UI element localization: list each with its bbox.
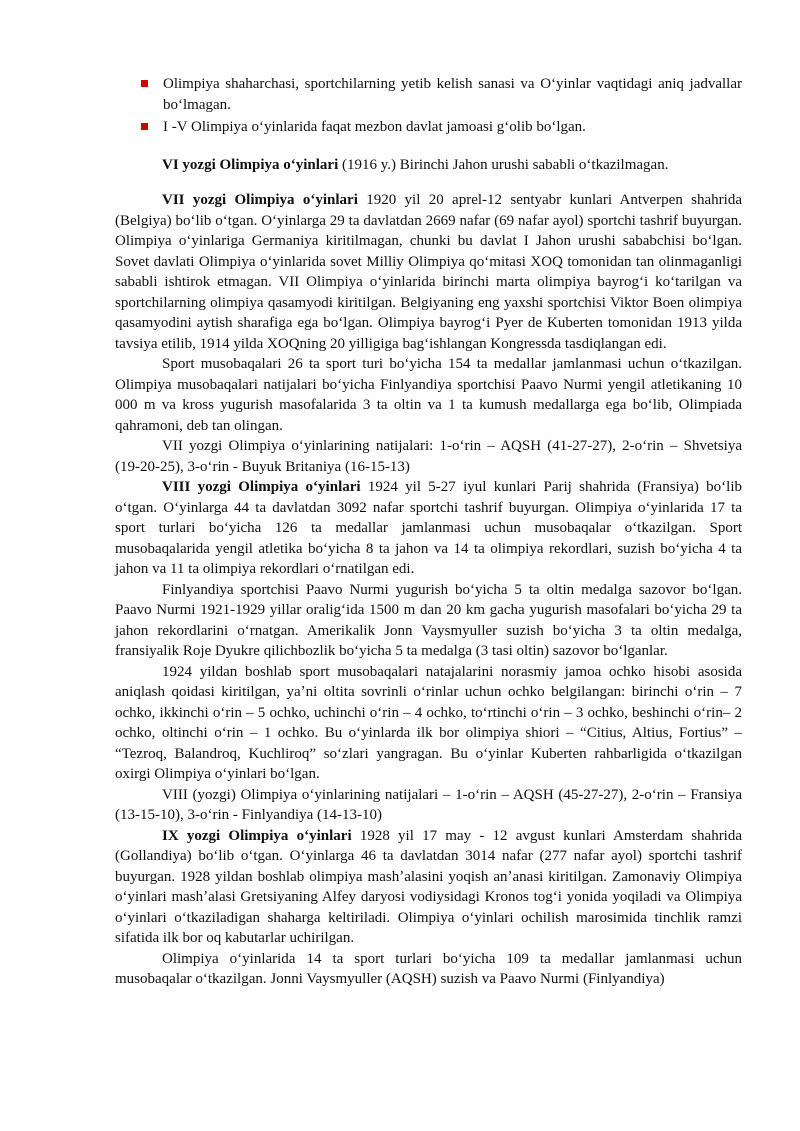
bullet-text: I -V Olimpiya oʻyinlarida faqat mezbon davlat jamoasi gʻolib boʻlgan. [163,119,586,135]
bullet-list [115,74,742,138]
paragraph-points-system [115,662,742,785]
paragraph-heading: VII yozgi Olimpiya oʻyinlari [162,192,358,208]
bullet-item [115,117,742,138]
paragraph-text: 1928 yil 17 may - 12 avgust kunlari Amsterdam shahrida (Gollandiya) boʻlib oʻtgan. Oʻyinlarga 46 ta davlatdan 3014 nafar (277 nafar ayol) sportchi tashrif buyurgan. 1928 yildan boshlab olimpiya mashʼalasini yoqish anʼanasi kiritilgan. Zamonaviy Olimpiya oʻyinlari mashʼalasi Gretsiyaning Alfey daryosi vodiysidagi Kronos togʻi yonida yoqiladi va Olimpiya oʻyinlari oʻtkaziladigan shaharga keltiriladi. Olimpiya oʻyinlari ochilish marosimida tinchlik ramzi sifatida ilk bor oq kabutarlar uchirilgan. [115,827,743,946]
paragraph-text: Finlyandiya sportchisi Paavo Nurmi yugurish boʻyicha 5 ta oltin medalga sazovor boʻlgan. Paavo Nurmi 1921-1929 yillar oraligʻida 1500 m dan 20 km gacha yugurish masofalari boʻyicha 29 ta jahon rekordlarini oʻrnatgan. Amerikalik Jonn Vaysmyuller suzish boʻyicha 3 ta oltin medalga, fransiyalik Roje Dyukre qilichbozlik boʻyicha 5 ta medalga (3 tasi oltin) sazovor boʻlganlar. [115,581,742,659]
bullet-text: Olimpiya shaharchasi, sportchilarning yetib kelish sanasi va Oʻyinlar vaqtidagi aniq jadvallar boʻlmagan. [163,76,742,113]
bullet-item [115,74,742,115]
paragraph-heading: IX yozgi Olimpiya oʻyinlari [162,827,352,844]
paragraph-viii-games [115,477,742,580]
paragraph-ix-games [115,826,742,949]
paragraph-heading: VIII yozgi Olimpiya oʻyinlari [162,479,361,495]
document-page [115,74,742,990]
paragraph-text: VIII (yozgi) Olimpiya oʻyinlarining natijalari – 1-oʻrin – AQSH (45-27-27), 2-oʻrin – Fransiya (13-15-10), 3-oʻrin - Finlyandiya (14-13-10) [115,786,742,823]
paragraph-vii-games [115,190,742,354]
paragraph-nurmi [115,580,742,662]
paragraph-text: 1920 yil 20 aprel-12 sentyabr kunlari Antverpen shahrida (Belgiya) boʻlib oʻtgan. Oʻyinlarga 29 ta davlatdan 2669 nafar (69 nafar ayol) sportchi tashrif buyurgan. Olimpiya oʻyinlariga Germaniya kiritilmagan, chunki bu davlat I Jahon urushi sababchisi boʻlgan. Sovet davlati Olimpiya oʻyinlarida sovet Milliy Olimpiya qoʻmitasi XOQ tomonidan tan olinmaganligi sababli ishtirok etmagan. VII Olimpiya oʻyinlarida birinchi marta olimpiya bayrogʻi koʻtarilgan va sportchilarning olimpiya qasamyodi kiritilgan. Belgiyaning eng yaxshi sportchisi Viktor Boen olimpiya qasamyodini aytish sharafiga ega boʻlgan. Olimpiya bayrogʻi Pyer de Kuberten tomonidan 1913 yilda tavsiya etilib, 1914 yilda XOQning 20 yilligiga bagʻishlangan Kongressda tasdiqlangan edi. [115,192,742,352]
paragraph-text: 1924 yildan boshlab sport musobaqalari natajalarini norasmiy jamoa ochko hisobi asosida aniqlash qoidasi kiritilgan, yaʼni oltita sovrinli oʻrinlar uchun ochko belgilangan: birinchi oʻrin – 7 ochko, ikkinchi oʻrin – 5 ochko, uchinchi oʻrin – 4 ochko, toʻrtinchi oʻrin – 3 ochko, beshinchi oʻrin– 2 ochko, oltinchi oʻrin – 1 ochko. Bu oʻyinlarda ilk bor olimpiya shiori – “Citius, Altius, Fortius” – “Tezroq, Balandroq, Kuchliroq” soʻzlari yangragan. Bu oʻyinlar Kuberten rahbarligida oʻtkazilgan oxirgi Olimpiya oʻyinlari boʻlgan. [115,663,742,782]
square-bullet-icon [141,80,148,87]
paragraph-viii-results [115,785,742,826]
paragraph-text: Olimpiya oʻyinlarida 14 ta sport turlari boʻyicha 109 ta medallar jamlanmasi uchun musobaqalar oʻtkazilgan. Jonni Vaysmyuller (AQSH) suzish va Paavo Nurmi (Finlyandiya) [115,950,742,987]
paragraph-vii-sports [115,354,742,436]
paragraph-heading: VI yozgi Olimpiya oʻyinlari [162,156,339,173]
paragraph-vii-results [115,436,742,477]
paragraph-text: (1916 y.) Birinchi Jahon urushi sababli oʻtkazilmagan. [338,156,669,173]
square-bullet-icon [141,123,148,130]
paragraph-ix-sports [115,949,742,990]
paragraph-text: VII yozgi Olimpiya oʻyinlarining natijalari: 1-oʻrin – AQSH (41-27-27), 2-oʻrin – Shvetsiya (19-20-25), 3-oʻrin - Buyuk Britaniya (16-15-13) [115,438,742,475]
paragraph-text: Sport musobaqalari 26 ta sport turi boʻyicha 154 ta medallar jamlanmasi uchun oʻtkazilgan. Olimpiya musobaqalari natijalari boʻyicha Finlyandiya sportchisi Paavo Nurmi yengil atletikaning 10 000 m va kross yugurish masofalarida 3 ta oltin va 1 ta kumush medallarga ega boʻlib, Olimpiada qahramoni, deb tan olingan. [115,356,742,434]
paragraph-text: 1924 yil 5-27 iyul kunlari Parij shahrida (Fransiya) boʻlib oʻtgan. Oʻyinlarga 44 ta davlatdan 3092 nafar sportchi tashrif buyurgan. Olimpiya oʻyinlarida 17 ta sport turlari boʻyicha 126 ta medallar jamlanmasi uchun musobaqalar oʻtkazilgan. Sport musobaqalarida yengil atletika boʻyicha 8 ta jahon va 14 ta olimpiya rekordlari, suzish boʻyicha 4 ta jahon va 11 ta olimpiya rekordlari oʻrnatilgan edi. [115,479,742,577]
paragraph-vi-games [115,155,742,176]
